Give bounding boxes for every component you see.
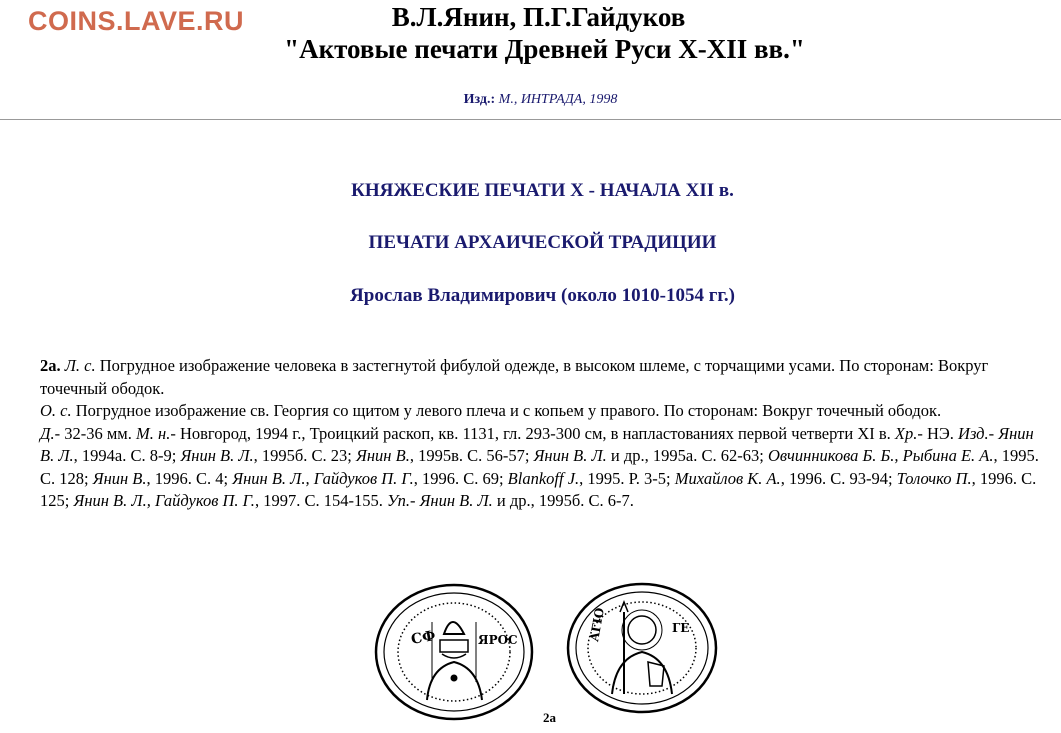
- catalog-entry: [40, 355, 1040, 513]
- publication-author: Янин В. Л.: [533, 446, 607, 465]
- publication-ref: , 1996. С. 69;: [413, 468, 508, 488]
- mentions-label: Уп.-: [386, 491, 416, 510]
- storage-label: Хр.-: [894, 423, 923, 443]
- seal-reverse: [568, 584, 716, 712]
- reverse-text: Погрудное изображение св. Георгия со щитом у левого плеча и с копьем у правого. По сторонам: Вокруг точечный ободок.: [75, 401, 942, 420]
- book-authors: В.Л.Янин, П.Г.Гайдуков: [391, 2, 686, 32]
- details-paragraph: [40, 423, 1040, 513]
- publication-author: Михайлов К. А.: [674, 468, 781, 488]
- book-title: "Актовые печати Древней Руси X-XII вв.": [284, 34, 805, 64]
- publication-author: Янин В. Л.: [180, 446, 254, 465]
- publication-ref: , 1995. Р. 3-5;: [579, 468, 675, 488]
- mentions-list: [420, 491, 634, 510]
- publisher-line: [0, 92, 1061, 108]
- mention-ref: и др., 1995б. С. 6-7.: [492, 491, 634, 510]
- section-heading-1: КНЯЖЕСКИЕ ПЕЧАТИ X - НАЧАЛА XII в.: [351, 180, 734, 201]
- publication-author: Янин В.: [92, 468, 147, 488]
- publication-ref: , 1995. С. 128;: [40, 446, 1039, 488]
- site-watermark: COINS.LAVE.RU: [28, 6, 245, 36]
- storage-text: НЭ.: [926, 423, 954, 443]
- mention-author: Янин В. Л.: [419, 491, 493, 510]
- obverse-paragraph: [40, 355, 1040, 400]
- findspot-text: Новгород, 1994 г., Троицкий раскоп, кв. 1131, гл. 293-300 см, в напластованиях первой четверти XI в.: [179, 423, 891, 443]
- publication-author: Янин В. Л., Гайдуков П. Г.: [232, 468, 414, 488]
- publication-author: Янин В. Л.: [40, 423, 1034, 465]
- publication-ref: , 1996. С. 4;: [146, 468, 233, 488]
- figure-caption: 2а: [543, 710, 556, 725]
- section-heading-3: Ярослав Владимирович (около 1010-1054 гг.): [350, 285, 735, 306]
- reverse-paragraph: [40, 400, 1040, 423]
- publication-author: Янин В. Л., Гайдуков П. Г.: [73, 491, 255, 510]
- section-heading-2: ПЕЧАТИ АРХАИЧЕСКОЙ ТРАДИЦИИ: [368, 232, 717, 253]
- reverse-inscription-left: ΑΓΙΟ: [587, 606, 607, 643]
- obverse-inscription-left: СФ: [409, 627, 437, 648]
- obverse-inscription-right: ЯРОС: [478, 633, 518, 647]
- publisher-value: М., ИНТРАДА, 1998: [498, 92, 618, 107]
- publication-ref: , 1995в. С. 56-57;: [409, 446, 534, 465]
- publication-ref: и др., 1995а. С. 62-63;: [606, 446, 768, 465]
- publication-ref: , 1995б. С. 23;: [253, 446, 357, 465]
- publication-ref: , 1996. С. 125;: [40, 468, 1037, 510]
- publications-label: Изд.-: [958, 423, 995, 443]
- publication-ref: , 1997. С. 154-155.: [254, 491, 387, 510]
- publication-author: Толочко П.: [896, 468, 972, 488]
- seal-obverse: [376, 585, 532, 719]
- reverse-inscription-right: ГЕ: [672, 621, 690, 635]
- diameter-text: 32-36 мм.: [64, 423, 132, 443]
- obverse-text: Погрудное изображение человека в застегнутой фибулой одежде, в высоком шлеме, с торчащими усами. По сторонам: Вокруг точечный ободок.: [40, 356, 989, 398]
- diameter-label: Д.-: [40, 423, 61, 443]
- reverse-label: О. с.: [40, 401, 72, 420]
- publisher-label: Изд.:: [463, 92, 496, 107]
- publication-author: Blankoff J.: [507, 468, 580, 488]
- publication-ref: , 1994а. С. 8-9;: [73, 446, 181, 465]
- publication-author: Янин В.: [356, 446, 410, 465]
- header-divider: [0, 119, 1061, 120]
- findspot-label: М. н.-: [136, 423, 176, 443]
- obverse-label: Л. с.: [64, 356, 96, 375]
- publication-ref: , 1996. С. 93-94;: [780, 468, 897, 488]
- publication-author: Овчинникова Б. Б., Рыбина Е. А.: [767, 446, 994, 465]
- entry-number: 2а.: [40, 356, 61, 375]
